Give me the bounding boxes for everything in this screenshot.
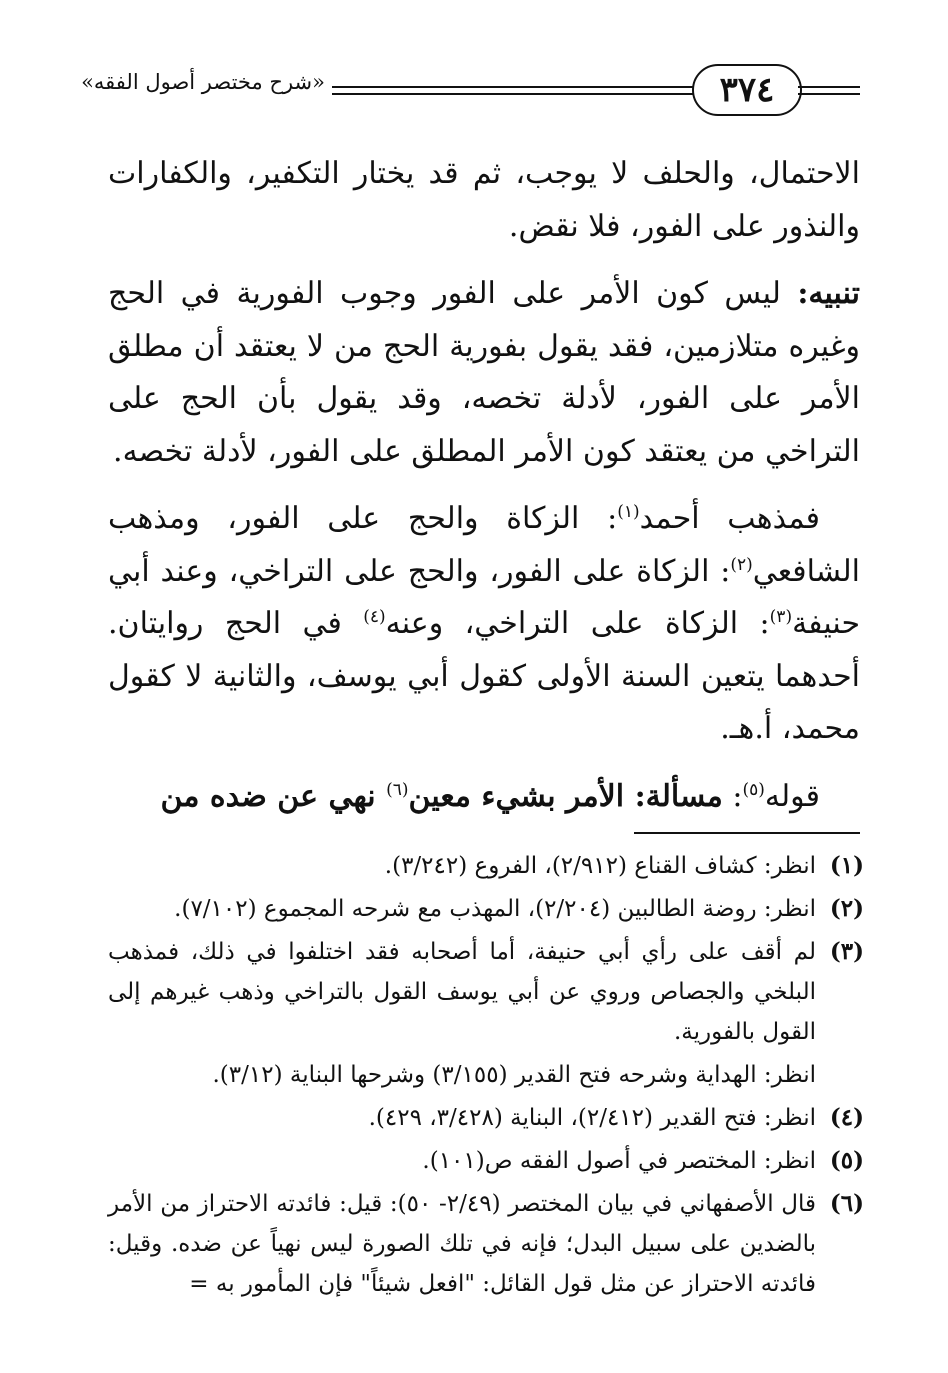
footnote-ref-4[interactable]: (٤) — [363, 607, 386, 627]
footnote-ref-6[interactable]: (٦) — [386, 779, 409, 800]
footnote-5 — [108, 1141, 864, 1181]
text-span: : الزكاة على الفور، والحج على التراخي، وعند أبي حنيفة — [108, 553, 860, 641]
footnote-text: انظر: فتح القدير (٢/٤١٢)، البناية (٣/٤٢٨، ٤٢٩). — [368, 1105, 816, 1131]
footnote-number: (٢) — [829, 895, 864, 922]
text-span: في الحج روايتان. أحدهما يتعين السنة الأولى كقول أبي يوسف، والثانية لا كقول محمد، أ.هـ. — [108, 606, 860, 746]
footnote-ref-2[interactable]: (٢) — [730, 554, 753, 575]
text-span: : الزكاة والحج على الفور، ومذهب الشافعي — [108, 501, 860, 589]
text-span: قوله — [764, 778, 820, 814]
footnote-text: قال الأصفهاني في بيان المختصر (٢/٤٩- ٥٠): قيل: فائدته الاحتراز من الأمر بالضدين على سبيل البدل؛ فإنه في تلك الصورة ليس نهياً عن ضده. وقيل: فائدته الاحتراز عن مثل قول القائل: "افعل شيئاً" فإن المأمور به = — [108, 1191, 816, 1297]
footnote-text: لم أقف على رأي أبي حنيفة، أما أصحابه فقد اختلفوا في ذلك، فمذهب البلخي والجصاص وروي عن أبي يوسف القول بالتراخي وذهب غيرهم إلى القول بالفورية. — [108, 939, 816, 1045]
footnote-3 — [108, 932, 864, 1052]
footnote-number: (٤) — [829, 1104, 864, 1131]
footnote-ref-5[interactable]: (٥) — [742, 779, 765, 800]
footnote-text: انظر: روضة الطالبين (٢/٢٠٤)، المهذب مع شرحه المجموع (٧/١٠٢). — [174, 896, 816, 922]
text-span: : — [722, 778, 743, 814]
footnote-number: (٥) — [829, 1147, 864, 1174]
footnote-4 — [108, 1098, 864, 1138]
paragraph-4 — [108, 771, 860, 824]
main-text — [108, 148, 860, 838]
paragraph-2 — [108, 268, 860, 478]
header-rule — [332, 86, 692, 95]
footnote-6 — [108, 1184, 864, 1304]
footnote-ref-1[interactable]: (١) — [617, 502, 640, 522]
footnote-1 — [108, 846, 864, 886]
footnote-number: (٦) — [829, 1190, 864, 1217]
text-span: فمذهب أحمد — [639, 501, 821, 536]
page-number: ٣٧٤ — [692, 64, 802, 116]
footnote-number: (٣) — [829, 938, 864, 965]
text-span: : الزكاة على التراخي، وعنه — [385, 606, 770, 641]
note-text: ليس كون الأمر على الفور وجوب الفورية في الحج وغيره متلازمين، فقد يقول بفورية الحج من لا يعتقد أن مطلق الأمر على الفور، لأدلة تخصه، وقد يقول بأن الحج على التراخي من يعتقد كون الأمر المطلق على الفور، لأدلة تخصه. — [108, 276, 860, 469]
footnote-ref-3[interactable]: (٣) — [769, 607, 793, 627]
footnote-text: انظر: المختصر في أصول الفقه ص(١٠١). — [422, 1148, 816, 1174]
paragraph-1: الاحتمال، والحلف لا يوجب، ثم قد يختار التكفير، والكفارات والنذور على الفور، فلا نقض. — [108, 156, 860, 244]
paragraph-3 — [108, 493, 860, 756]
footnotes — [108, 846, 864, 1307]
running-title: «شرح مختصر أصول الفقه» — [81, 70, 325, 94]
footnote-number: (١) — [829, 852, 864, 879]
note-label: تنبيه: — [797, 276, 860, 311]
issue-heading-cont: نهي عن ضده من — [160, 778, 387, 814]
footnote-3-continued: انظر: الهداية وشرحه فتح القدير (٣/١٥٥) وشرحها البناية (٣/١٢). — [212, 1062, 816, 1088]
page-header — [81, 62, 860, 120]
footnote-2 — [108, 889, 864, 929]
footnote-separator — [634, 832, 860, 834]
footnote-text: انظر: كشاف القناع (٢/٩١٢)، الفروع (٣/٢٤٢). — [384, 853, 816, 879]
issue-heading: مسألة: الأمر بشيء معين — [408, 778, 723, 814]
header-rule-end — [798, 86, 860, 95]
